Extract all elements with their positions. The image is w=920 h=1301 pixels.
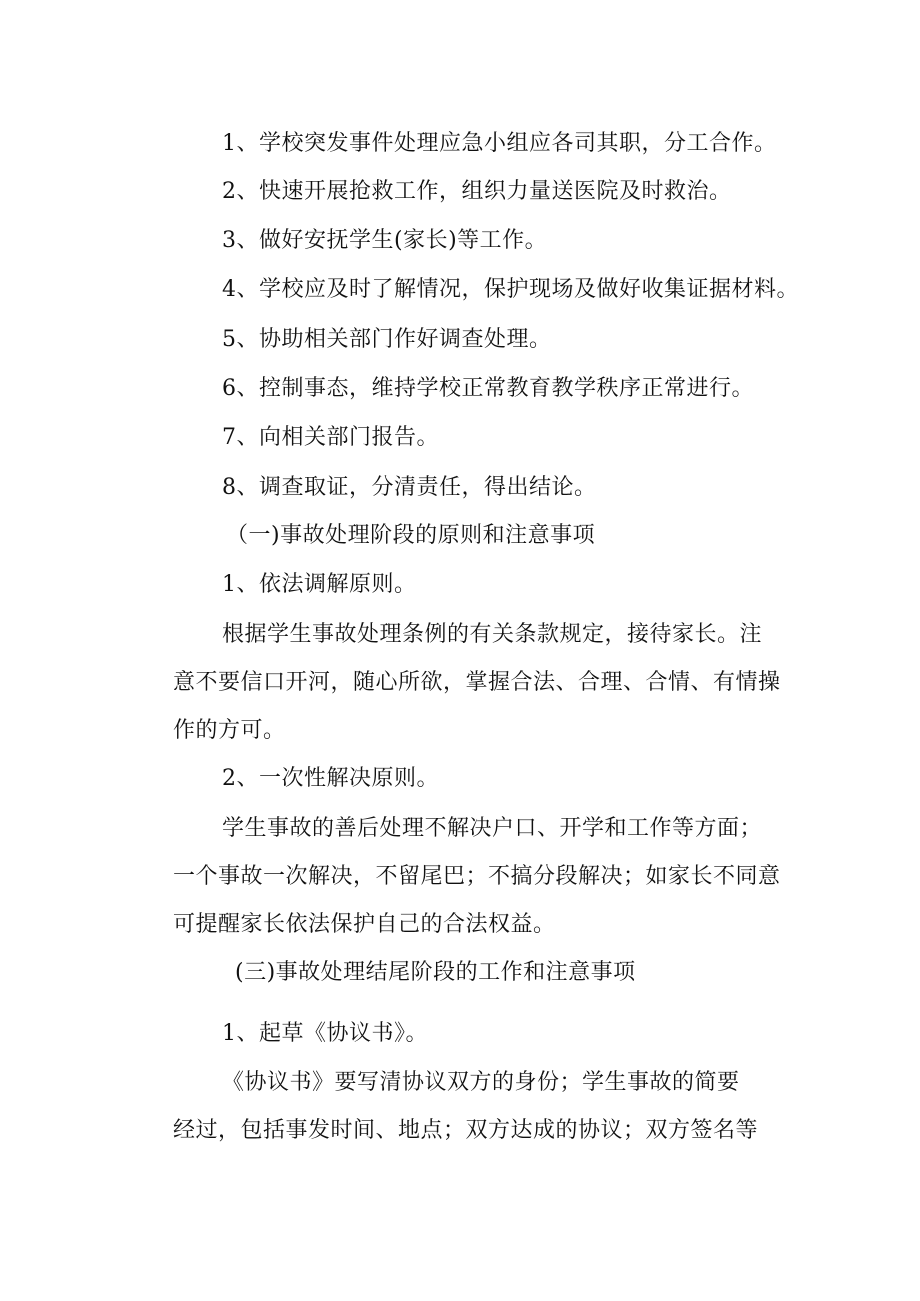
- paragraph-2-line-3: 可提醒家长依法保护自己的合法权益。: [173, 912, 556, 937]
- list-item-1: 1、学校突发事件处理应急小组应各司其职，分工合作。: [222, 131, 777, 156]
- list-item-6: 6、控制事态，维持学校正常教育教学秩序正常进行。: [222, 376, 754, 401]
- paragraph-3-line-2: 经过，包括事发时间、地点；双方达成的协议；双方签名等: [173, 1118, 759, 1143]
- section-heading-3: (三)事故处理结尾阶段的工作和注意事项: [235, 960, 636, 985]
- list-item-7: 7、向相关部门报告。: [222, 425, 439, 450]
- list-item-2: 2、快速开展抢救工作，组织力量送医院及时救治。: [222, 179, 732, 204]
- list-item-8: 8、调查取证，分清责任，得出结论。: [222, 475, 597, 500]
- list-item-4: 4、学校应及时了解情况，保护现场及做好收集证据材料。: [222, 277, 799, 302]
- section-heading-1: （一)事故处理阶段的原则和注意事项: [226, 523, 596, 548]
- paragraph-2-line-1: 学生事故的善后处理不解决户口、开学和工作等方面；: [222, 816, 763, 841]
- paragraph-2-line-2: 一个事故一次解决，不留尾巴；不搞分段解决；如家长不同意: [173, 864, 781, 889]
- paragraph-1-line-2: 意不要信口开河，随心所欲，掌握合法、合理、合情、有情操: [173, 670, 781, 695]
- paragraph-1-line-3: 作的方可。: [173, 718, 286, 743]
- paragraph-3-line-1: 《协议书》要写清协议双方的身份；学生事故的简要: [222, 1070, 740, 1095]
- principle-heading-1: 1、依法调解原则。: [222, 572, 417, 597]
- principle-heading-2: 2、一次性解决原则。: [222, 766, 439, 791]
- list-item-5: 5、协助相关部门作好调查处理。: [222, 327, 552, 352]
- list-item-3: 3、做好安抚学生(家长)等工作。: [222, 228, 548, 253]
- step-heading-1: 1、起草《协议书》。: [222, 1021, 428, 1046]
- paragraph-1-line-1: 根据学生事故处理条例的有关条款规定，接待家长。注: [222, 622, 763, 647]
